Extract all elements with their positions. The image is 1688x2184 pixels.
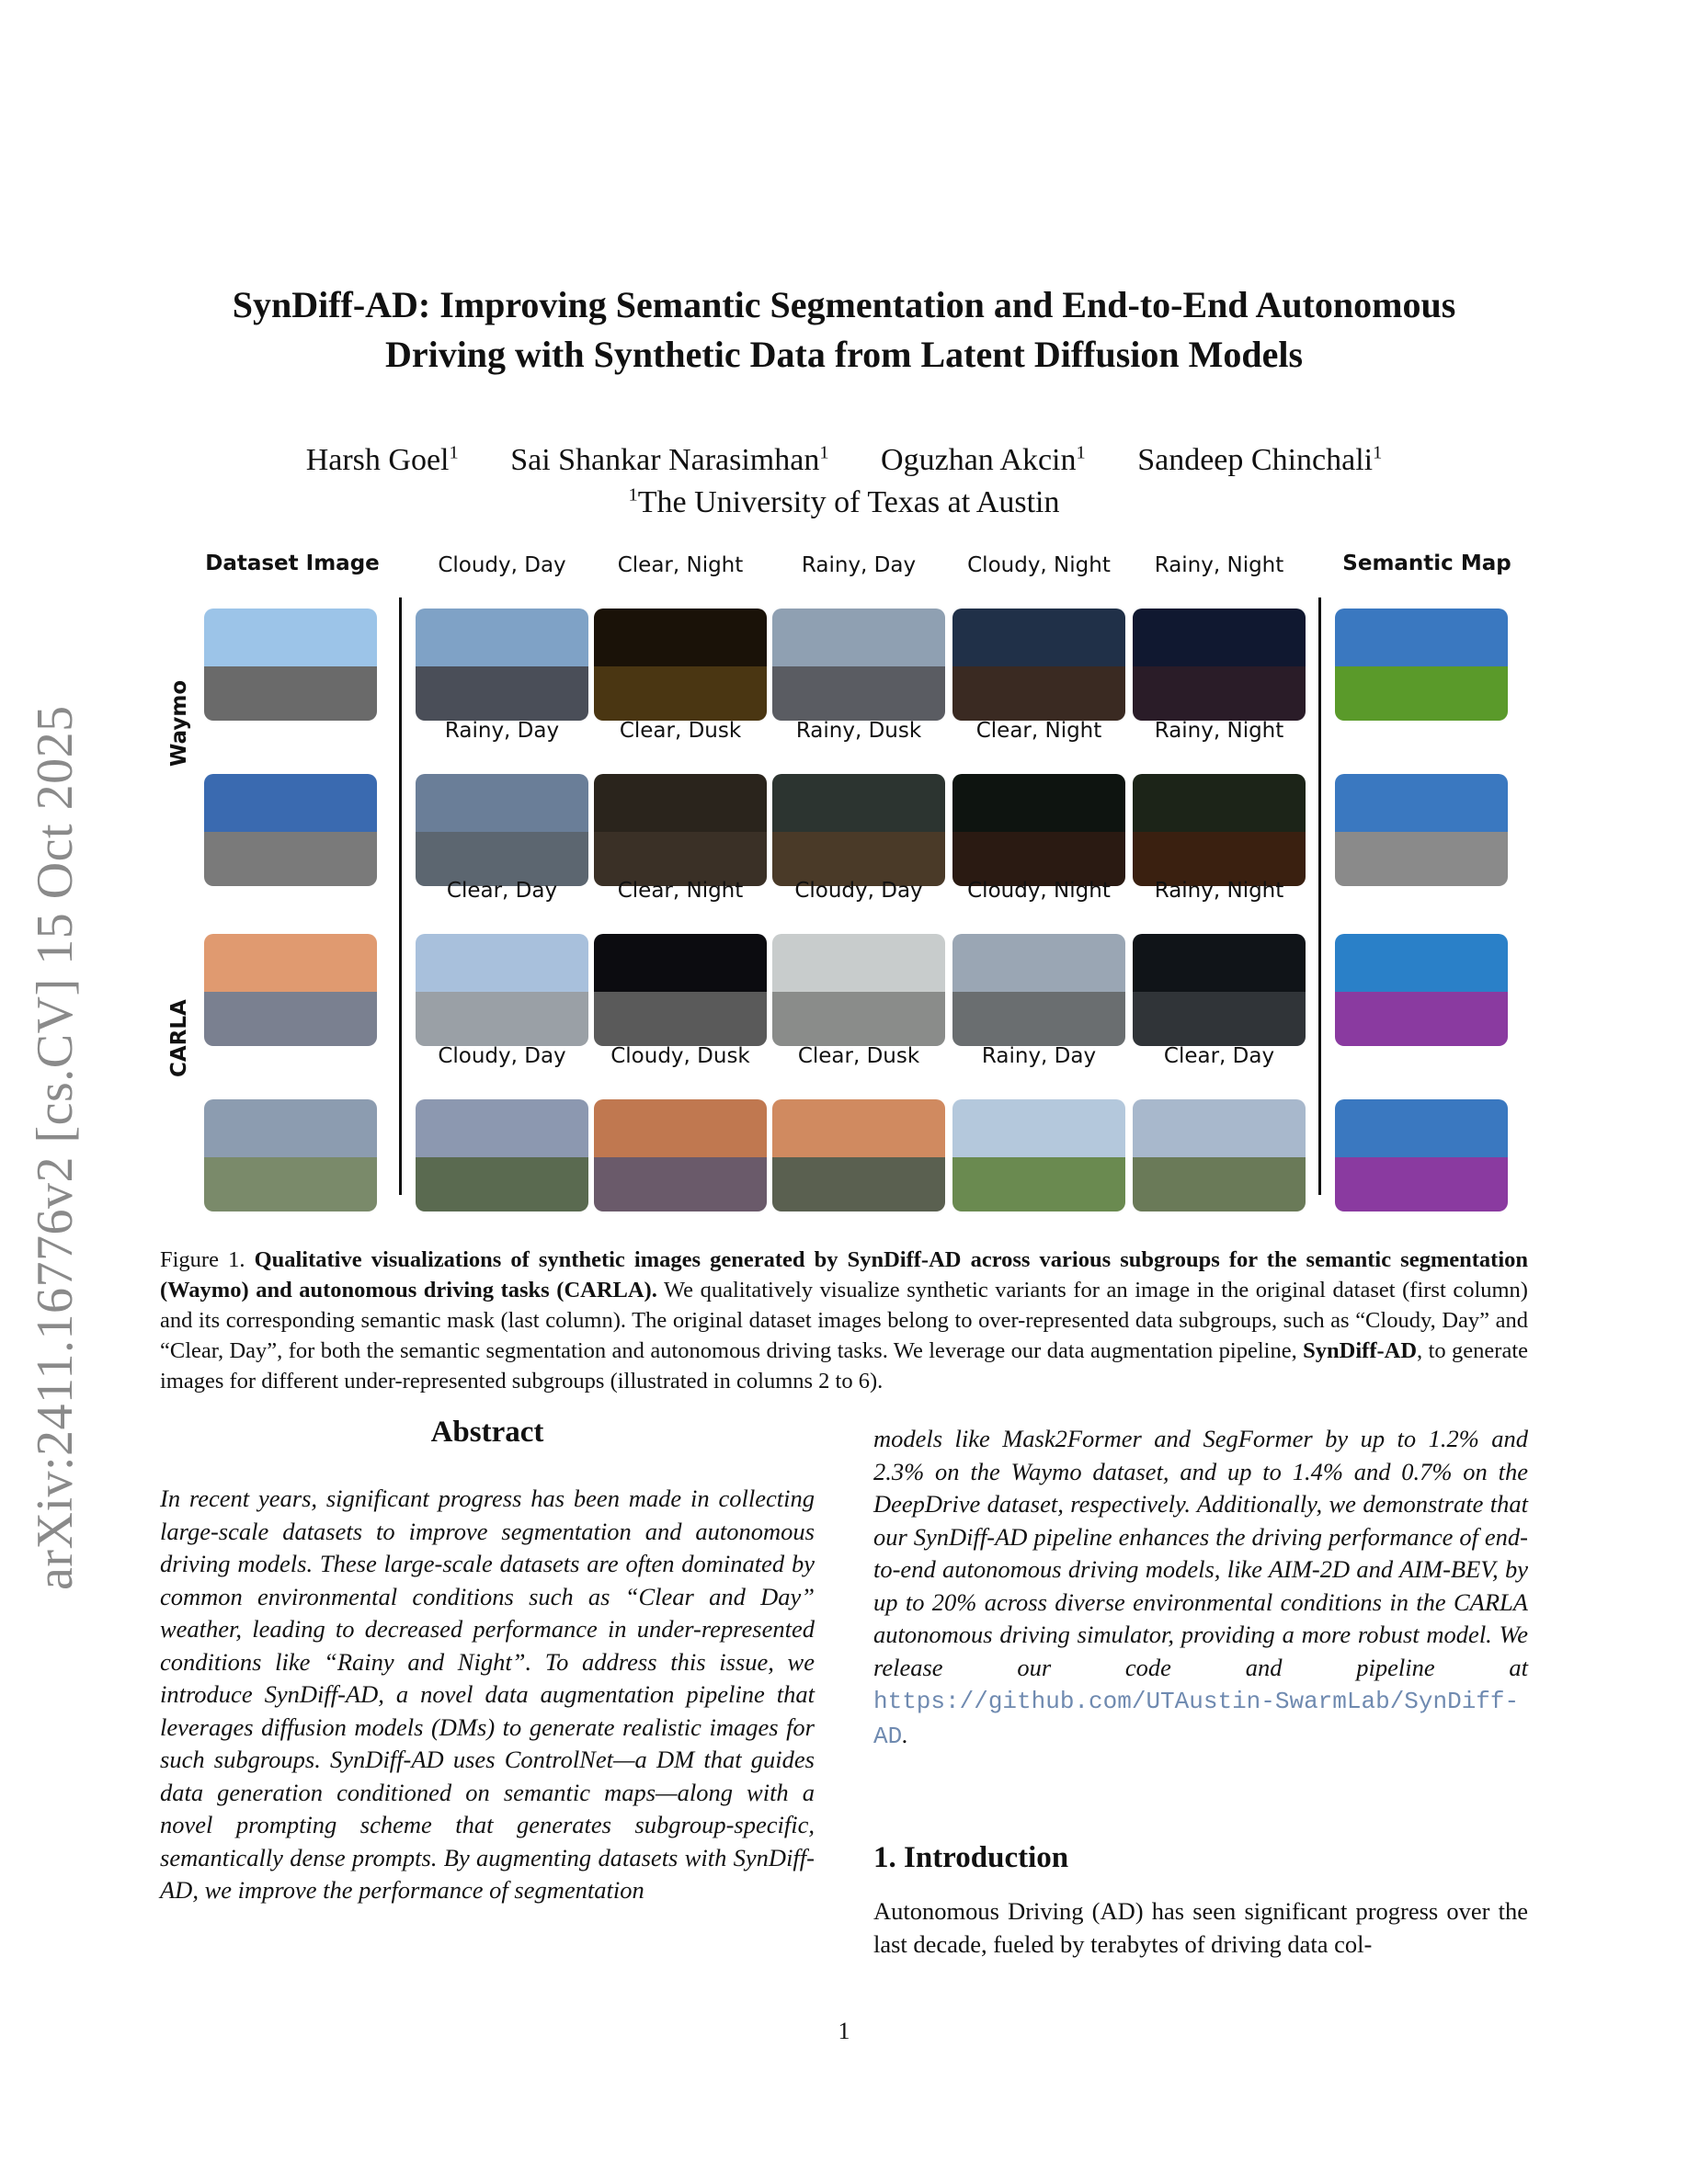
dataset-image-thumbnail xyxy=(204,774,377,886)
synthetic-image-thumbnail xyxy=(416,609,588,721)
group-label-carla: CARLA xyxy=(167,999,191,1077)
condition-label: Rainy, Night xyxy=(1154,879,1284,903)
group-label-waymo: Waymo xyxy=(167,679,191,767)
synthetic-image-thumbnail xyxy=(1133,934,1306,1046)
intro-heading: 1. Introduction xyxy=(873,1841,1069,1874)
thumbnail-sky xyxy=(772,774,945,832)
thumbnail-sky xyxy=(594,774,767,832)
author-block xyxy=(147,439,1541,524)
condition-label: Rainy, Day xyxy=(981,1044,1097,1068)
synthetic-image-thumbnail xyxy=(416,1099,588,1211)
caption-label: Figure 1. xyxy=(160,1247,245,1272)
thumbnail-sky xyxy=(416,1099,588,1157)
author-1: Harsh Goel$^1$ xyxy=(305,442,459,477)
thumbnail-ground xyxy=(204,832,377,886)
thumbnail-ground xyxy=(1335,1157,1508,1211)
thumbnail-sky xyxy=(1335,774,1508,832)
synthetic-image-thumbnail xyxy=(1133,609,1306,721)
thumbnail-ground xyxy=(772,1157,945,1211)
semantic-map-thumbnail xyxy=(1335,934,1508,1046)
page-number: 1 xyxy=(838,2018,850,2044)
synthetic-image-thumbnail xyxy=(416,934,588,1046)
title-line-2: Driving with Synthetic Data from Latent Diffusion Models xyxy=(384,334,1304,375)
thumbnail-ground xyxy=(1335,832,1508,886)
thumbnail-ground xyxy=(1133,992,1306,1046)
synthetic-image-thumbnail xyxy=(1133,1099,1306,1211)
thumbnail-sky xyxy=(204,774,377,832)
thumbnail-sky xyxy=(416,774,588,832)
synthetic-image-thumbnail xyxy=(594,609,767,721)
semantic-map-thumbnail xyxy=(1335,1099,1508,1211)
thumbnail-ground xyxy=(416,1157,588,1211)
thumbnail-sky xyxy=(1133,774,1306,832)
synthetic-image-thumbnail xyxy=(772,609,945,721)
dataset-image-header: Dataset Image xyxy=(205,552,380,575)
thumbnail-ground xyxy=(594,992,767,1046)
thumbnail-sky xyxy=(1335,609,1508,666)
abstract-heading: Abstract xyxy=(430,1416,544,1449)
semantic-map-thumbnail xyxy=(1335,774,1508,886)
right-separator xyxy=(1318,597,1321,1195)
thumbnail-sky xyxy=(204,934,377,992)
condition-label: Cloudy, Dusk xyxy=(610,1044,750,1068)
thumbnail-sky xyxy=(772,1099,945,1157)
synthetic-image-thumbnail xyxy=(952,934,1125,1046)
condition-label: Rainy, Night xyxy=(1154,553,1284,577)
synthetic-image-thumbnail xyxy=(1133,774,1306,886)
condition-label: Clear, Dusk xyxy=(619,719,742,743)
thumbnail-sky xyxy=(594,1099,767,1157)
condition-label: Clear, Dusk xyxy=(797,1044,920,1068)
condition-label: Cloudy, Night xyxy=(967,553,1111,577)
dataset-image-thumbnail xyxy=(204,1099,377,1211)
thumbnail-sky xyxy=(952,934,1125,992)
condition-label: Clear, Night xyxy=(617,879,744,903)
intro-text: Autonomous Driving (AD) has seen significant progress over the last decade, fueled by terabytes of driving data col- xyxy=(873,1897,1528,1958)
condition-label: Clear, Day xyxy=(1163,1044,1275,1068)
figure-1 xyxy=(156,552,1526,1213)
thumbnail-ground xyxy=(594,1157,767,1211)
thumbnail-ground xyxy=(416,666,588,721)
dataset-image-thumbnail xyxy=(204,934,377,1046)
thumbnail-sky xyxy=(952,609,1125,666)
thumbnail-ground xyxy=(952,1157,1125,1211)
thumbnail-ground xyxy=(594,666,767,721)
title-line-1: SynDiff-AD: Improving Semantic Segmentation and End-to-End Autonomous xyxy=(232,284,1456,325)
thumbnail-ground xyxy=(204,1157,377,1211)
thumbnail-ground xyxy=(1133,666,1306,721)
right-column xyxy=(873,1423,1528,1961)
thumbnail-sky xyxy=(416,934,588,992)
synthetic-image-thumbnail xyxy=(772,774,945,886)
author-list xyxy=(147,439,1541,482)
synthetic-image-thumbnail xyxy=(952,774,1125,886)
dataset-image-thumbnail xyxy=(204,609,377,721)
synthetic-image-thumbnail xyxy=(952,1099,1125,1211)
thumbnail-sky xyxy=(1335,1099,1508,1157)
condition-label: Cloudy, Day xyxy=(438,1044,566,1068)
condition-label: Clear, Night xyxy=(975,719,1102,743)
condition-label: Rainy, Day xyxy=(801,553,917,577)
condition-label: Clear, Day xyxy=(446,879,558,903)
thumbnail-ground xyxy=(772,992,945,1046)
thumbnail-ground xyxy=(204,666,377,721)
condition-label: Cloudy, Night xyxy=(967,879,1111,903)
caption-bold-2: SynDiff-AD xyxy=(1303,1338,1418,1363)
synthetic-image-thumbnail xyxy=(416,774,588,886)
condition-label: Cloudy, Day xyxy=(794,879,923,903)
affiliation: $^1$The University of Texas at Austin xyxy=(628,484,1060,519)
thumbnail-ground xyxy=(952,992,1125,1046)
caption-bold: Qualitative visualizations of synthetic images generated by SynDiff-AD across various subgroups for the semantic segmentation (Waymo) and autonomous driving tasks (CARLA). xyxy=(160,1247,1529,1302)
semantic-map-header: Semantic Map xyxy=(1342,552,1511,575)
thumbnail-sky xyxy=(772,934,945,992)
thumbnail-ground xyxy=(1335,666,1508,721)
synthetic-image-thumbnail xyxy=(594,1099,767,1211)
thumbnail-sky xyxy=(952,1099,1125,1157)
author-4: Sandeep Chinchali$^1$ xyxy=(1137,442,1383,477)
thumbnail-ground xyxy=(416,992,588,1046)
thumbnail-sky xyxy=(204,1099,377,1157)
synthetic-image-thumbnail xyxy=(594,934,767,1046)
synthetic-image-thumbnail xyxy=(594,774,767,886)
abstract-text-right: models like Mask2Former and SegFormer by up to 1.2% and 2.3% on the Waymo dataset, and up to 1.4% and 0.7% on the DeepDrive dataset, respectively. Additionally, we demonstrate that our SynDiff-AD pipeline enhances the driving performance of end-to-end autonomous driving models, like AIM-2D and AIM-BEV, by up to 20% across diverse environmental conditions in the CARLA autonomous driving simulator, providing a more robust model. We release our code and pipeline at https://github.com/UTAustin-SwarmLab/SynDiff-AD. xyxy=(873,1425,1528,1750)
thumbnail-sky xyxy=(204,609,377,666)
thumbnail-ground xyxy=(1335,992,1508,1046)
arxiv-stamp: arXiv:2411.16776v2 [cs.CV] 15 Oct 2025 xyxy=(27,705,84,1590)
thumbnail-ground xyxy=(952,666,1125,721)
condition-label: Clear, Night xyxy=(617,553,744,577)
thumbnail-sky xyxy=(952,774,1125,832)
thumbnail-sky xyxy=(1133,1099,1306,1157)
condition-label: Cloudy, Day xyxy=(438,553,566,577)
left-column xyxy=(160,1416,815,1907)
figure-caption xyxy=(160,1245,1528,1396)
synthetic-image-thumbnail xyxy=(772,934,945,1046)
synthetic-image-thumbnail xyxy=(772,1099,945,1211)
thumbnail-sky xyxy=(416,609,588,666)
condition-label: Rainy, Night xyxy=(1154,719,1284,743)
thumbnail-sky xyxy=(772,609,945,666)
caption-text-2: , to generate images for different under-represented subgroups (illustrated in columns 2 to 6). xyxy=(160,1338,1529,1393)
thumbnail-sky xyxy=(594,609,767,666)
thumbnail-sky xyxy=(1335,934,1508,992)
synthetic-image-thumbnail xyxy=(952,609,1125,721)
abstract-text-left: In recent years, significant progress has been made in collecting large-scale datasets to improve segmentation and autonomous driving models. These large-scale datasets are often dominated by common environmental conditions such as “Clear and Day” weather, leading to decreased performance in under-represented conditions like “Rainy and Night”. To address this issue, we introduce SynDiff-AD, a novel data augmentation pipeline that leverages diffusion models (DMs) to generate realistic images for such subgroups. SynDiff-AD uses ControlNet—a DM that guides data generation conditioned on semantic maps—along with a novel prompting scheme that generates subgroup-specific, semantically dense prompts. By augmenting datasets with SynDiff-AD, we improve the performance of segmentation xyxy=(160,1484,815,1904)
thumbnail-sky xyxy=(1133,934,1306,992)
thumbnail-ground xyxy=(204,992,377,1046)
condition-label: Rainy, Day xyxy=(444,719,560,743)
thumbnail-sky xyxy=(594,934,767,992)
author-3: Oguzhan Akcin$^1$ xyxy=(881,442,1086,477)
condition-label: Rainy, Dusk xyxy=(795,719,922,743)
semantic-map-thumbnail xyxy=(1335,609,1508,721)
thumbnail-sky xyxy=(1133,609,1306,666)
caption-text-1: We qualitatively visualize synthetic variants for an image in the original dataset (first column) and its corresponding semantic mask (last column). The original dataset images belong to over-represented data subgroups, such as “Cloudy, Day” and “Clear, Day”, for both the semantic segmentation and autonomous driving tasks. We leverage our data augmentation pipeline, xyxy=(160,1278,1528,1363)
thumbnail-ground xyxy=(1133,1157,1306,1211)
left-separator xyxy=(399,597,402,1195)
thumbnail-ground xyxy=(772,666,945,721)
code-link[interactable]: https://github.com/UTAustin-SwarmLab/SynDiff-AD xyxy=(873,1688,1520,1750)
author-2: Sai Shankar Narasimhan$^1$ xyxy=(510,442,829,477)
paper-title xyxy=(147,280,1541,380)
